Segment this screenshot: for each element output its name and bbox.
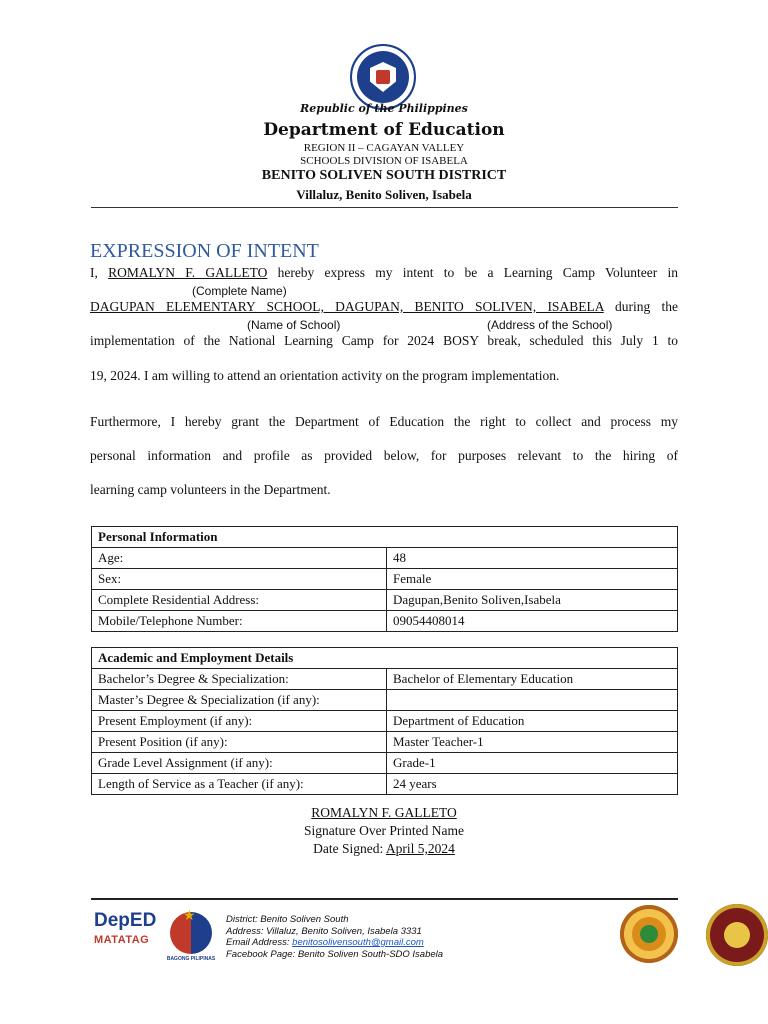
date-signed-value: April 5,2024 (385, 841, 455, 856)
footer-facebook: Facebook Page: Benito Soliven South-SDO Isabela (226, 948, 444, 960)
table-row: Mobile/Telephone Number: 09054408014 (92, 611, 678, 632)
table-row: Present Employment (if any): Department of Education (92, 711, 678, 732)
region-heading: REGION II – CAGAYAN VALLEY (303, 142, 465, 154)
department-heading: Department of Education (263, 120, 505, 140)
school-hint: (Name of School) (247, 318, 341, 332)
school-name: DAGUPAN ELEMENTARY SCHOOL, DAGUPAN, BENITO SOLIVEN, ISABELA (90, 299, 604, 314)
consent-line-1: Furthermore, I hereby grant the Department of Education the right to collect and process my (90, 414, 678, 429)
academic-header: Academic and Employment Details (92, 648, 678, 669)
intent-line-4: 19, 2024. I am willing to attend an orientation activity on the program implementation. (90, 368, 560, 383)
header-divider (91, 207, 678, 208)
district-heading: BENITO SOLIVEN SOUTH DISTRICT (261, 168, 507, 183)
intent-line-1: I, ROMALYN F. GALLETO hereby express my intent to be a Learning Camp Volunteer in (90, 265, 678, 280)
footer-email: Email Address: benitosolivensouth@gmail.com (226, 937, 424, 948)
personal-info-table (91, 526, 678, 632)
email-link[interactable]: benitosolivensouth@gmail.com (292, 937, 424, 948)
school-logo-icon (706, 904, 768, 966)
republic-heading: Republic of the Philippines (300, 102, 468, 115)
table-row: Complete Residential Address: Dagupan,Benito Soliven,Isabela (92, 590, 678, 611)
signature-caption: Signature Over Printed Name (303, 823, 465, 838)
table-row: Grade Level Assignment (if any): Grade-1 (92, 753, 678, 774)
deped-matatag-logo: DepED MATATAG (94, 910, 157, 946)
intent-line-3: implementation of the National Learning Camp for 2024 BOSY break, scheduled this July 1 to (90, 333, 678, 348)
academic-employment-table (91, 647, 678, 795)
date-signed: Date Signed: April 5,2024 (313, 841, 455, 856)
footer-divider (91, 898, 678, 900)
table-row: Length of Service as a Teacher (if any): 24 years (92, 774, 678, 795)
footer-district: District: Benito Soliven South (226, 914, 349, 925)
table-row: Sex: Female (92, 569, 678, 590)
footer-address: Address: Villaluz, Benito Soliven, Isabela 3331 (226, 925, 422, 937)
table-row: Master’s Degree & Specialization (if any): (92, 690, 678, 711)
deped-seal-icon (350, 44, 416, 110)
address-hint: (Address of the School) (487, 318, 613, 332)
signature-name: ROMALYN F. GALLETO (311, 805, 457, 820)
district-address: Villaluz, Benito Soliven, Isabela (296, 187, 472, 202)
table-row: Age: 48 (92, 548, 678, 569)
bagong-pilipinas-logo: ★ BAGONG PILIPINAS (166, 909, 216, 962)
applicant-name: ROMALYN F. GALLETO (108, 265, 268, 280)
district-logo-icon (620, 905, 678, 963)
consent-line-2: personal information and profile as provided below, for purposes relevant to the hiring of (90, 448, 678, 463)
division-heading: SCHOOLS DIVISION OF ISABELA (300, 155, 468, 167)
table-row: Present Position (if any): Master Teacher-1 (92, 732, 678, 753)
table-row: Bachelor’s Degree & Specialization: Bachelor of Elementary Education (92, 669, 678, 690)
footer-contact (226, 914, 443, 960)
intent-line-2: DAGUPAN ELEMENTARY SCHOOL, DAGUPAN, BENITO SOLIVEN, ISABELA during the (90, 299, 678, 314)
document-title: EXPRESSION OF INTENT (90, 240, 319, 262)
consent-line-3: learning camp volunteers in the Department. (90, 482, 331, 497)
personal-info-header: Personal Information (92, 527, 678, 548)
name-hint: (Complete Name) (192, 284, 287, 298)
